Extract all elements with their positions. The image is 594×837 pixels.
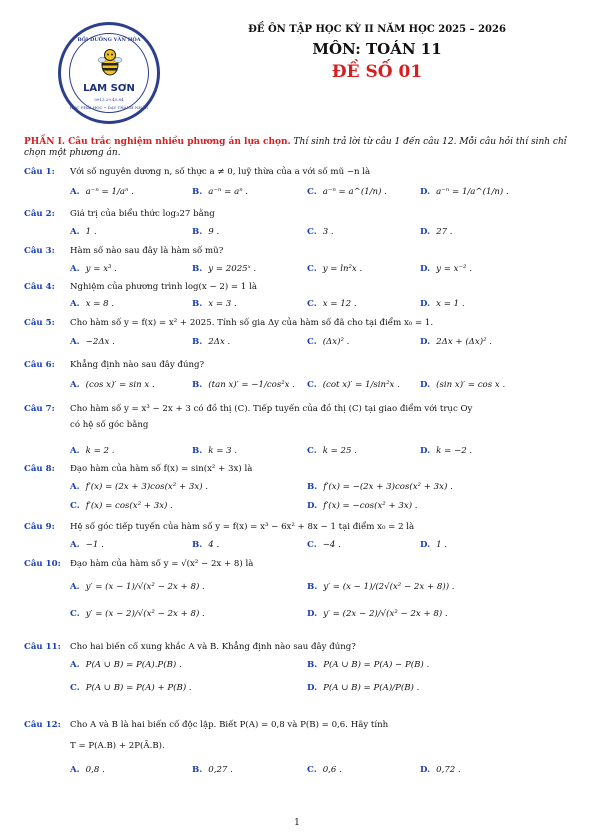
exam-title: ĐỀ ÔN TẬP HỌC KỲ II NĂM HỌC 2025 – 2026 — [248, 24, 506, 35]
option-text: P(A ∪ B) = P(A)/P(B) . — [323, 683, 420, 693]
option-text: y = x³ . — [85, 264, 117, 274]
option-letter: B. — [307, 582, 318, 592]
option-letter: B. — [192, 540, 203, 550]
question-7 — [24, 404, 572, 415]
school-logo — [58, 22, 160, 124]
option-text: 2Δx . — [208, 337, 231, 347]
part-intro — [24, 137, 572, 160]
option-text: x = 1 . — [436, 299, 465, 309]
option-text: y′ = (x − 1)/√(x² − 2x + 8) . — [85, 582, 205, 592]
question-number: Câu 10: — [24, 559, 61, 569]
option-text: y = 2025ˣ . — [208, 264, 257, 274]
option-text: 3 . — [322, 227, 334, 237]
question-11 — [24, 642, 572, 653]
question-number: Câu 1: — [24, 167, 55, 177]
option-letter: D. — [420, 264, 431, 274]
option-a[interactable] — [70, 264, 117, 275]
option-text: (cos x)′ = sin x . — [85, 380, 155, 390]
option-text: f′(x) = (2x + 3)cos(x² + 3x) . — [85, 482, 209, 492]
option-text: 4 . — [208, 540, 220, 550]
option-text: y′ = (x − 2)/√(x² − 2x + 8) . — [85, 609, 205, 619]
option-text: k = 3 . — [208, 446, 238, 456]
option-letter: D. — [420, 299, 431, 309]
option-b[interactable] — [192, 380, 295, 391]
question-number: Câu 9: — [24, 522, 55, 532]
option-letter: D. — [307, 501, 318, 511]
question-number: Câu 2: — [24, 209, 55, 219]
option-letter: C. — [307, 264, 317, 274]
option-letter: D. — [420, 380, 431, 390]
option-letter: B. — [192, 380, 203, 390]
option-letter: A. — [70, 446, 80, 456]
question-5 — [24, 318, 572, 329]
option-letter: A. — [70, 660, 80, 670]
part-title: PHẦN I. Câu trắc nghiệm nhiều phương án lựa chọn. — [24, 137, 291, 147]
option-text: a⁻ⁿ = aⁿ . — [208, 187, 249, 197]
question-number: Câu 6: — [24, 360, 55, 370]
option-d[interactable] — [420, 446, 472, 457]
question-text: Hệ số góc tiếp tuyến của hàm số y = f(x) = x³ − 6x² + 8x − 1 tại điểm x₀ = 2 là — [70, 522, 415, 532]
option-text: a⁻ⁿ = a^(1/n) . — [322, 187, 387, 197]
option-letter: D. — [420, 187, 431, 197]
option-letter: A. — [70, 540, 80, 550]
option-b[interactable] — [192, 337, 230, 348]
question-2 — [24, 209, 572, 220]
option-text: 27 . — [436, 227, 453, 237]
option-text: x = 12 . — [322, 299, 357, 309]
option-c[interactable] — [307, 187, 387, 198]
question-text: Hàm số nào sau đây là hàm số mũ? — [70, 246, 224, 256]
option-d[interactable] — [307, 501, 418, 512]
option-a[interactable] — [70, 446, 114, 457]
option-d[interactable] — [420, 299, 465, 310]
option-text: x = 3 . — [208, 299, 237, 309]
option-letter: A. — [70, 582, 80, 592]
option-b[interactable] — [192, 187, 248, 198]
option-letter: B. — [307, 660, 318, 670]
option-letter: D. — [420, 227, 431, 237]
option-c[interactable] — [307, 446, 357, 457]
option-a[interactable] — [70, 540, 104, 551]
option-letter: D. — [420, 337, 431, 347]
option-letter: C. — [307, 446, 317, 456]
question-text: Với số nguyên dương n, số thực a ≠ 0, luỹ thừa của a với số mũ −n là — [70, 167, 371, 177]
option-letter: A. — [70, 299, 80, 309]
option-letter: C. — [307, 380, 317, 390]
option-letter: B. — [192, 264, 203, 274]
option-text: f′(x) = −(2x + 3)cos(x² + 3x) . — [323, 482, 453, 492]
option-d[interactable] — [420, 187, 509, 198]
question-3 — [24, 246, 572, 257]
option-text: k = 2 . — [85, 446, 115, 456]
option-text: (Δx)² . — [322, 337, 350, 347]
option-b[interactable] — [307, 660, 429, 671]
option-letter: B. — [192, 227, 203, 237]
option-b[interactable] — [307, 582, 455, 593]
option-a[interactable] — [70, 380, 155, 391]
option-letter: B. — [192, 299, 203, 309]
option-letter: A. — [70, 187, 80, 197]
option-d[interactable] — [420, 227, 453, 238]
option-d[interactable] — [420, 264, 472, 275]
logo-bottom-text: HỌC PHẢI HỌC • DẠY THÀNH NHÂN — [69, 105, 149, 110]
option-b[interactable] — [192, 765, 233, 776]
question-number: Câu 3: — [24, 246, 55, 256]
option-b[interactable] — [192, 540, 219, 551]
option-text: y = x⁻² . — [436, 264, 472, 274]
option-letter: D. — [307, 609, 318, 619]
option-letter: A. — [70, 264, 80, 274]
option-b[interactable] — [307, 482, 453, 493]
option-text: P(A ∪ B) = P(A) + P(B) . — [85, 683, 192, 693]
option-letter: C. — [70, 501, 80, 511]
option-text: 1 . — [436, 540, 448, 550]
option-text: 0,8 . — [85, 765, 105, 775]
option-a[interactable] — [70, 482, 208, 493]
option-a[interactable] — [70, 582, 205, 593]
option-text: f′(x) = −cos(x² + 3x) . — [323, 501, 418, 511]
question-10 — [24, 559, 572, 570]
question-text: Nghiệm của phương trình log(x − 2) = 1 là — [70, 282, 257, 292]
question-number: Câu 11: — [24, 642, 61, 652]
question-12 — [24, 720, 572, 731]
option-letter: D. — [307, 683, 318, 693]
option-text: x = 8 . — [85, 299, 115, 309]
option-letter: C. — [307, 299, 317, 309]
option-letter: B. — [307, 482, 318, 492]
question-4 — [24, 282, 572, 293]
option-letter: C. — [307, 540, 317, 550]
option-letter: C. — [307, 187, 317, 197]
option-a[interactable] — [70, 187, 134, 198]
option-text: y = ln²x . — [322, 264, 363, 274]
option-text: (cot x)′ = 1/sin²x . — [322, 380, 400, 390]
question-text: Đạo hàm của hàm số y = √(x² − 2x + 8) là — [70, 559, 254, 569]
question-text: Cho hai biến cố xung khắc A và B. Khẳng định nào sau đây đúng? — [70, 642, 356, 652]
option-text: P(A ∪ B) = P(A) − P(B) . — [323, 660, 430, 670]
option-text: 0,27 . — [208, 765, 233, 775]
option-text: −1 . — [85, 540, 104, 550]
option-d[interactable] — [420, 380, 505, 391]
option-text: y′ = (x − 1)/(2√(x² − 2x + 8)) . — [323, 582, 455, 592]
option-text: (sin x)′ = cos x . — [436, 380, 506, 390]
question-number: Câu 12: — [24, 720, 61, 730]
option-letter: B. — [192, 765, 203, 775]
option-letter: D. — [420, 540, 431, 550]
option-letter: B. — [192, 446, 203, 456]
option-letter: A. — [70, 380, 80, 390]
logo-top-text: BỒI DƯỠNG VĂN HÓA — [77, 37, 141, 43]
option-letter: D. — [420, 446, 431, 456]
option-text: 2Δx + (Δx)² . — [436, 337, 492, 347]
part-instructions: Thí sinh trả lời từ câu 1 đến câu 12. Mỗi câu hỏi thí sinh chỉ chọn một phương án. — [24, 137, 567, 159]
question-number: Câu 7: — [24, 404, 55, 414]
option-b[interactable] — [192, 446, 237, 457]
option-text: a⁻ⁿ = 1/a^(1/n) . — [436, 187, 509, 197]
option-d[interactable] — [420, 765, 461, 776]
question-number: Câu 4: — [24, 282, 55, 292]
logo-name: LAM SƠN — [83, 83, 135, 94]
question-text: Cho A và B là hai biến cố độc lập. Biết P(A) = 0,8 và P(B) = 0,6. Hãy tính — [70, 720, 389, 730]
bee-mascot-icon — [97, 47, 123, 77]
option-text: P(A ∪ B) = P(A).P(B) . — [85, 660, 182, 670]
option-a[interactable] — [70, 660, 182, 671]
question-text: Đạo hàm của hàm số f(x) = sin(x² + 3x) là — [70, 464, 253, 474]
option-b[interactable] — [192, 299, 237, 310]
option-letter: A. — [70, 227, 80, 237]
option-letter: B. — [192, 337, 203, 347]
option-text: 0,72 . — [436, 765, 461, 775]
option-letter: D. — [420, 765, 431, 775]
question-6 — [24, 360, 572, 371]
option-letter: C. — [307, 765, 317, 775]
option-a[interactable] — [70, 337, 115, 348]
option-c[interactable] — [70, 683, 192, 694]
option-text: 1 . — [85, 227, 97, 237]
question-text-continued: có hệ số góc bằng — [70, 420, 149, 430]
option-b[interactable] — [192, 227, 219, 238]
option-text: −4 . — [322, 540, 341, 550]
page-number: 1 — [294, 818, 300, 828]
question-9 — [24, 522, 572, 533]
logo-phone: 0913.29.45.84 — [94, 97, 124, 102]
option-c[interactable] — [307, 227, 334, 238]
option-letter: B. — [192, 187, 203, 197]
option-d[interactable] — [307, 609, 448, 620]
option-c[interactable] — [307, 299, 357, 310]
option-text: 0,6 . — [322, 765, 342, 775]
option-c[interactable] — [307, 765, 342, 776]
option-text: a⁻ⁿ = 1/aⁿ . — [85, 187, 134, 197]
question-text: Cho hàm số y = f(x) = x² + 2025. Tính số gia Δy của hàm số đã cho tại điểm x₀ = 1. — [70, 318, 434, 328]
option-c[interactable] — [307, 540, 341, 551]
option-d[interactable] — [307, 683, 419, 694]
option-text: −2Δx . — [85, 337, 115, 347]
question-1 — [24, 167, 572, 178]
option-letter: C. — [307, 337, 317, 347]
option-c[interactable] — [70, 501, 173, 512]
option-letter: C. — [307, 227, 317, 237]
option-a[interactable] — [70, 765, 105, 776]
question-8 — [24, 464, 572, 475]
option-letter: A. — [70, 482, 80, 492]
option-c[interactable] — [307, 264, 362, 275]
option-letter: A. — [70, 765, 80, 775]
question-text: Giá trị của biểu thức log₃27 bằng — [70, 209, 215, 219]
option-text: y′ = (2x − 2)/√(x² − 2x + 8) . — [323, 609, 448, 619]
option-c[interactable] — [307, 380, 400, 391]
question-text: Khẳng định nào sau đây đúng? — [70, 360, 205, 370]
option-text: k = −2 . — [436, 446, 473, 456]
option-letter: A. — [70, 337, 80, 347]
option-d[interactable] — [420, 540, 447, 551]
option-text: 9 . — [208, 227, 220, 237]
question-number: Câu 5: — [24, 318, 55, 328]
subject-title: MÔN: TOÁN 11 — [312, 40, 442, 58]
question-text: Cho hàm số y = x³ − 2x + 3 có đồ thị (C). Tiếp tuyến của đồ thị (C) tại giao điểm với trục Oy — [70, 404, 473, 414]
option-text: (tan x)′ = −1/cos²x . — [208, 380, 295, 390]
option-c[interactable] — [70, 609, 205, 620]
option-a[interactable] — [70, 299, 114, 310]
option-letter: C. — [70, 609, 80, 619]
option-a[interactable] — [70, 227, 97, 238]
option-text: f′(x) = cos(x² + 3x) . — [85, 501, 173, 511]
question-text-continued: T = P(A.B) + 2P(Ā.B). — [70, 741, 165, 751]
option-letter: C. — [70, 683, 80, 693]
exam-number: ĐỀ SỐ 01 — [331, 62, 423, 82]
option-b[interactable] — [192, 264, 256, 275]
question-number: Câu 8: — [24, 464, 55, 474]
option-text: k = 25 . — [322, 446, 357, 456]
option-c[interactable] — [307, 337, 349, 348]
option-d[interactable] — [420, 337, 492, 348]
